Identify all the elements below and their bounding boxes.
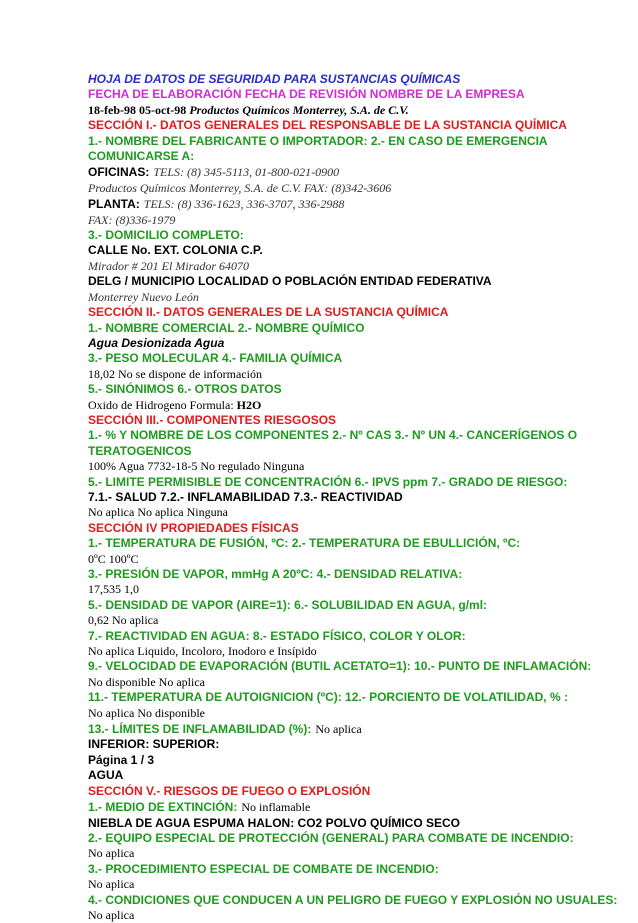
melting-boiling-label: 1.- TEMPERATURA DE FUSIÓN, ºC: 2.- TEMPERATURA DE EBULLICIÓN, ºC: — [88, 536, 521, 551]
plant-label: PLANTA: — [88, 197, 140, 212]
dates-company-values — [88, 103, 628, 118]
manufacturer-emergency-label: 1.- NOMBRE DEL FABRICANTE O IMPORTADOR: 2.- EN CASO DE EMERGENCIA COMUNICARSE A: — [88, 133, 548, 164]
substance-name: AGUA — [88, 768, 124, 783]
page-number: Página 1 / 3 — [88, 752, 155, 767]
lower-upper-header: INFERIOR: SUPERIOR: — [88, 737, 220, 752]
evaporation-flash-point-value: No disponible No aplica — [88, 674, 205, 689]
commercial-chemical-name-value: Agua Desionizada Agua — [88, 335, 225, 350]
extinction-media-list: NIEBLA DE AGUA ESPUMA HALON: CO2 POLVO QUÍMICO SECO — [88, 815, 461, 830]
section-5-heading: SECCIÓN V.- RIESGOS DE FUEGO O EXPLOSIÓN — [88, 783, 371, 798]
vapor-pressure-density-value: 17,535 1,0 — [88, 582, 139, 597]
flammability-limits-value: No aplica — [315, 722, 362, 737]
address-label: 3.- DOMICILIO COMPLETO: — [88, 228, 244, 243]
molecular-weight-family-value: 18,02 No se dispone de información — [88, 366, 262, 381]
formula-value: H2O — [236, 397, 262, 412]
reactivity-physical-state-label: 7.- REACTIVIDAD EN AGUA: 8.- ESTADO FÍSICO, COLOR Y OLOR: — [88, 628, 466, 643]
extinction-value: No inflamable — [241, 800, 311, 815]
components-value: 100% Agua 7732-18-5 No regulado Ninguna — [88, 459, 305, 474]
firefighting-procedure-label: 3.- PROCEDIMIENTO ESPECIAL DE COMBATE DE INCENDIO: — [88, 861, 439, 876]
evaporation-flash-point-label: 9.- VELOCIDAD DE EVAPORACIÓN (BUTIL ACETATO=1): 10.- PUNTO DE INFLAMACIÓN: — [88, 659, 592, 674]
municipality-value: Monterrey Nuevo León — [88, 289, 199, 304]
section-1-heading: SECCIÓN I.- DATOS GENERALES DEL RESPONSABLE DE LA SUSTANCIA QUÍMICA — [88, 118, 567, 133]
reactivity-physical-state-value: No aplica Liquido, Incoloro, Inodoro e Insípido — [88, 644, 317, 659]
document-page — [88, 72, 628, 923]
plant-fax: FAX: (8)336-1979 — [88, 212, 176, 227]
exposure-limits-label: 5.- LIMITE PERMISIBLE DE CONCENTRACIÓN 6.- IPVS ppm 7.- GRADO DE RIESGO: — [88, 474, 568, 489]
melting-boiling-value: 0ºC 100ºC — [88, 551, 139, 566]
vapor-density-solubility-value: 0,62 No aplica — [88, 613, 159, 628]
autoignition-volatility-label: 11.- TEMPERATURA DE AUTOIGNICION (ºC): 12.- PORCIENTO DE VOLATILIDAD, % : — [88, 690, 568, 705]
plant-line — [88, 196, 628, 212]
offices-label: OFICINAS: — [88, 165, 150, 180]
protective-equipment-label: 2.- EQUIPO ESPECIAL DE PROTECCIÓN (GENERAL) PARA COMBATE DE INCENDIO: — [88, 830, 574, 845]
firefighting-procedure-value: No aplica — [88, 877, 135, 892]
risk-grade-value: No aplica No aplica Ninguna — [88, 505, 228, 520]
vapor-pressure-density-label: 3.- PRESIÓN DE VAPOR, mmHg A 20ºC: 4.- DENSIDAD RELATIVA: — [88, 567, 463, 581]
autoignition-volatility-value: No aplica No disponible — [88, 705, 205, 720]
extinction-label: 1.- MEDIO DE EXTINCIÓN: — [88, 800, 238, 815]
section-2-heading: SECCIÓN II.- DATOS GENERALES DE LA SUSTANCIA QUÍMICA — [88, 305, 449, 320]
synonyms-label: 5.- SINÓNIMOS 6.- OTROS DATOS — [88, 382, 282, 397]
dates-company-header: FECHA DE ELABORACIÓN FECHA DE REVISIÓN NOMBRE DE LA EMPRESA — [88, 87, 525, 102]
flammability-limits-label: 13.- LÍMITES DE INFLAMABILIDAD (%): — [88, 722, 312, 737]
vapor-density-solubility-label: 5.- DENSIDAD DE VAPOR (AIRE=1): 6.- SOLUBILIDAD EN AGUA, g/ml: — [88, 597, 488, 612]
company-fax: Productos Químicos Monterrey, S.A. de C.V. FAX: (8)342-3606 — [88, 180, 392, 195]
flammability-limits-line — [88, 721, 628, 737]
section-3-heading: SECCIÓN III.- COMPONENTES RIESGOSOS — [88, 412, 337, 427]
protective-equipment-value: No aplica — [88, 846, 135, 861]
section-4-heading: SECCIÓN IV PROPIEDADES FÍSICAS — [88, 520, 299, 535]
unusual-hazards-label: 4.- CONDICIONES QUE CONDUCEN A UN PELIGRO DE FUEGO Y EXPLOSIÓN NO USUALES: — [88, 892, 618, 907]
components-label: 1.- % Y NOMBRE DE LOS COMPONENTES 2.- Nº CAS 3.- Nº UN 4.- CANCERÍGENOS O TERATOGENICOS — [88, 428, 578, 458]
unusual-hazards-value: No aplica — [88, 907, 135, 922]
plant-phones: TELS: (8) 336-1623, 336-3707, 336-2988 — [143, 197, 345, 212]
company-name: Productos Químicos Monterrey, S.A. de C.V. — [189, 102, 409, 117]
molecular-weight-family-label: 3.- PESO MOLECULAR 4.- FAMILIA QUÍMICA — [88, 351, 343, 366]
synonym-text: Oxido de Hidrogeno Formula: — [88, 397, 234, 412]
dates-value: 18-feb-98 05-oct-98 — [88, 102, 187, 117]
municipality-header: DELG / MUNICIPIO LOCALIDAD O POBLACIÓN ENTIDAD FEDERATIVA — [88, 274, 492, 289]
document-title: HOJA DE DATOS DE SEGURIDAD PARA SUSTANCIAS QUÍMICAS — [88, 72, 461, 86]
offices-phones: TELS: (8) 345-5113, 01-800-021-0900 — [153, 165, 340, 180]
extinction-line — [88, 799, 628, 815]
address-header: CALLE No. EXT. COLONIA C.P. — [88, 243, 263, 258]
risk-grade-header: 7.1.- SALUD 7.2.- INFLAMABILIDAD 7.3.- REACTIVIDAD — [88, 489, 403, 504]
synonyms-value — [88, 398, 628, 413]
offices-line — [88, 164, 628, 180]
address-value: Mirador # 201 El Mirador 64070 — [88, 258, 250, 273]
commercial-chemical-name-label: 1.- NOMBRE COMERCIAL 2.- NOMBRE QUÍMICO — [88, 320, 365, 335]
